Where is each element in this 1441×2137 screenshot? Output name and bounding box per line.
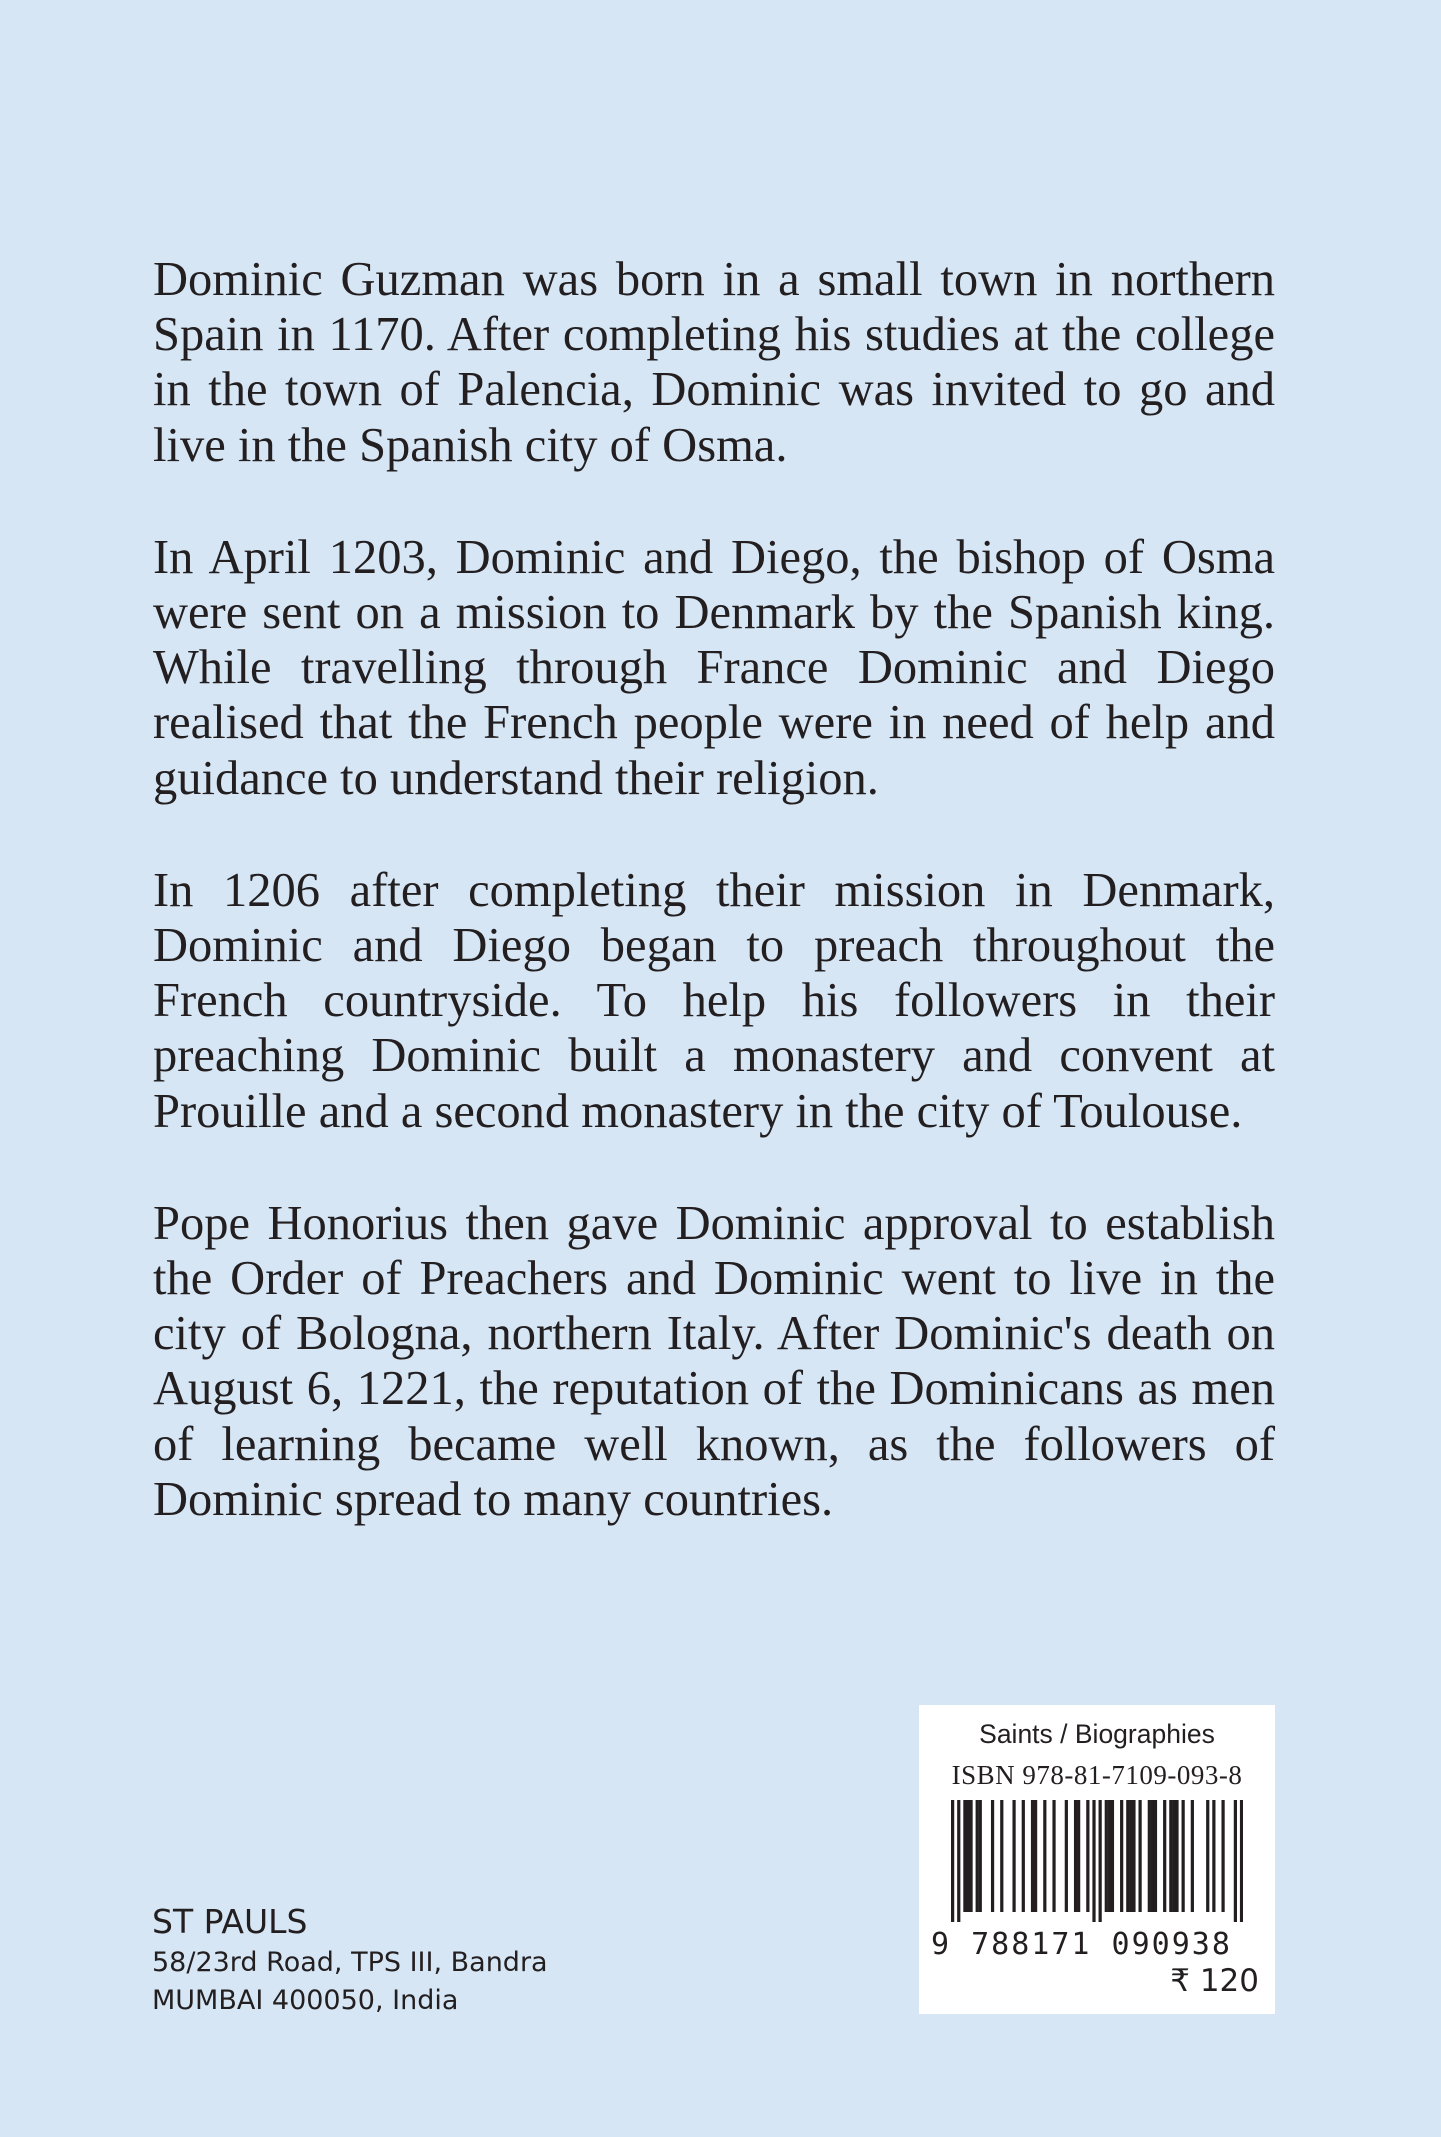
price-label: ₹ 120 — [1170, 1963, 1259, 1999]
barcode-bar — [1132, 1800, 1135, 1912]
back-cover-blurb — [153, 252, 1275, 1584]
barcode-bar — [1043, 1800, 1046, 1912]
barcode-bar — [1126, 1800, 1129, 1912]
publisher-address-line2: MUMBAI 400050, India — [152, 1985, 459, 2016]
barcode-bar — [1129, 1800, 1132, 1912]
barcode-bar — [1172, 1800, 1175, 1912]
barcode-bar — [1099, 1800, 1102, 1922]
barcode-bar — [1163, 1800, 1166, 1912]
barcode-bar — [1240, 1800, 1243, 1922]
barcode-bar — [1086, 1800, 1089, 1912]
barcode-bar — [1065, 1800, 1068, 1912]
book-category: Saints / Biographies — [979, 1719, 1215, 1749]
barcode-bar — [976, 1800, 979, 1912]
barcode-bar — [1034, 1800, 1037, 1912]
publisher-address-line1: 58/23rd Road, TPS III, Bandra — [152, 1947, 548, 1978]
barcode-bar — [1111, 1800, 1114, 1912]
barcode-bar — [951, 1800, 954, 1922]
barcode-bar — [966, 1800, 969, 1912]
barcode-bars — [951, 1800, 1243, 1922]
barcode-bar — [1148, 1800, 1151, 1912]
barcode-bar — [963, 1800, 966, 1912]
barcode-bar — [1074, 1800, 1077, 1912]
barcode-bar — [1182, 1800, 1185, 1912]
barcode-bar — [1120, 1800, 1123, 1912]
barcode-digits: 9 788171 090938 — [931, 1927, 1232, 1962]
barcode-bar — [1031, 1800, 1034, 1912]
barcode-bar — [991, 1800, 994, 1912]
barcode-bar — [957, 1800, 960, 1922]
isbn-label: ISBN 978-81-7109-093-8 — [951, 1760, 1243, 1790]
barcode-bar — [1191, 1800, 1194, 1912]
barcode-bar — [1022, 1800, 1025, 1912]
blurb-paragraph: In April 1203, Dominic and Diego, the bishop of Osma were sent on a mission to Denmark by the Spanish king. While travelling through France Dominic and Diego realised that the French people were in need of help and guidance to understand their religion. — [153, 530, 1275, 805]
barcode-bar — [1108, 1800, 1111, 1912]
barcode-bar — [969, 1800, 972, 1912]
barcode-bar — [1012, 1800, 1015, 1912]
barcode-panel — [919, 1705, 1275, 2014]
barcode-bar — [1221, 1800, 1224, 1912]
barcode-bar — [1169, 1800, 1172, 1912]
blurb-paragraph: In 1206 after completing their mission in Denmark, Dominic and Diego began to preach throughout the French countryside. To help his followers in their preaching Dominic built a monastery and convent at Prouille and a second monastery in the city of Toulouse. — [153, 863, 1275, 1138]
blurb-paragraph: Pope Honorius then gave Dominic approval to establish the Order of Preachers and Dominic went to live in the city of Bologna, northern Italy. After Dominic's death on August 6, 1221, the reputation of the Dominicans as men of learning became well known, as the followers of Dominic spread to many countries. — [153, 1196, 1275, 1526]
blurb-paragraph: Dominic Guzman was born in a small town in northern Spain in 1170. After completing his studies at the college in the town of Palencia, Dominic was invited to go and live in the Spanish city of Osma. — [153, 253, 1275, 472]
barcode-bar — [1052, 1800, 1055, 1912]
barcode-bar — [1175, 1800, 1178, 1912]
barcode-bar — [1138, 1800, 1141, 1912]
barcode-bar — [1000, 1800, 1003, 1912]
barcode-bar — [1234, 1800, 1237, 1922]
publisher-name: ST PAULS — [152, 1902, 308, 1941]
barcode-bar — [1077, 1800, 1080, 1912]
barcode-bar — [979, 1800, 982, 1912]
barcode-bar — [1206, 1800, 1209, 1912]
barcode-bar — [1151, 1800, 1154, 1912]
barcode-bar — [1092, 1800, 1095, 1922]
barcode-bar — [1105, 1800, 1108, 1912]
barcode-bar — [1154, 1800, 1157, 1912]
barcode-bar — [1212, 1800, 1215, 1912]
publisher-block — [152, 1900, 548, 2020]
